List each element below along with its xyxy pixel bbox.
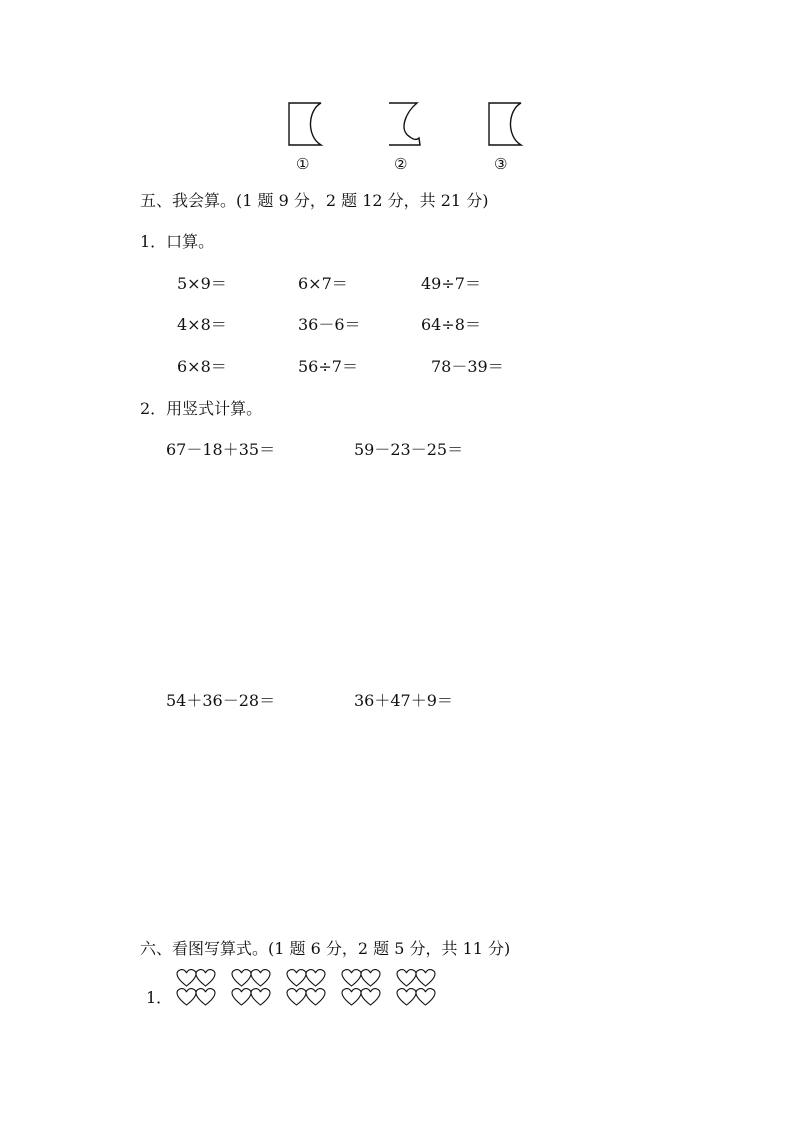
heart-group xyxy=(342,970,380,1005)
vertical-calc-item: 36＋47＋9＝ xyxy=(354,691,453,710)
heart-icon xyxy=(306,970,325,986)
figure-3 xyxy=(486,100,524,152)
heart-group xyxy=(232,970,270,1005)
question-1-label: 1．口算。 xyxy=(140,232,215,251)
vertical-calc-item: 54＋36－28＝ xyxy=(166,691,276,710)
heart-icon xyxy=(361,989,380,1005)
heart-group xyxy=(397,970,435,1005)
heart-icon xyxy=(416,989,435,1005)
oral-calc-item: 36－6＝ xyxy=(298,315,361,334)
heart-groups xyxy=(176,968,438,1012)
section-6-title: 六、看图写算式。(1 题 6 分，2 题 5 分，共 11 分) xyxy=(140,939,511,958)
question-2-label: 2．用竖式计算。 xyxy=(140,399,263,418)
oral-calc-item: 56÷7＝ xyxy=(298,357,358,376)
heart-icon xyxy=(342,970,361,986)
heart-icon xyxy=(196,970,215,986)
oral-calc-item: 6×8＝ xyxy=(177,357,227,376)
heart-icon xyxy=(196,989,215,1005)
figure-1-label: ① xyxy=(296,155,310,173)
heart-icon xyxy=(251,970,270,986)
heart-icon xyxy=(416,970,435,986)
oral-calc-item: 49÷7＝ xyxy=(421,274,481,293)
heart-icon xyxy=(177,989,196,1005)
heart-icon xyxy=(177,970,196,986)
figure-3-label: ③ xyxy=(494,155,508,173)
oral-calc-item: 64÷8＝ xyxy=(421,315,481,334)
heart-group xyxy=(177,970,215,1005)
heart-icon xyxy=(232,989,251,1005)
heart-icon xyxy=(287,970,306,986)
figure-2 xyxy=(386,100,426,152)
vertical-calc-item: 59－23－25＝ xyxy=(354,440,464,459)
question-1-label: 1． xyxy=(146,988,173,1007)
heart-group xyxy=(287,970,325,1005)
figure-2-label: ② xyxy=(394,155,408,173)
oral-calc-item: 6×7＝ xyxy=(298,274,348,293)
oral-calc-item: 5×9＝ xyxy=(177,274,227,293)
heart-icon xyxy=(251,989,270,1005)
heart-icon xyxy=(342,989,361,1005)
oral-calc-item: 4×8＝ xyxy=(177,315,227,334)
figure-1 xyxy=(286,100,324,152)
vertical-calc-item: 67－18＋35＝ xyxy=(166,440,276,459)
section-5-title: 五、我会算。(1 题 9 分，2 题 12 分，共 21 分) xyxy=(140,191,489,210)
heart-icon xyxy=(306,989,325,1005)
heart-icon xyxy=(287,989,306,1005)
heart-icon xyxy=(361,970,380,986)
heart-icon xyxy=(232,970,251,986)
heart-icon xyxy=(397,970,416,986)
heart-icon xyxy=(397,989,416,1005)
oral-calc-item: 78－39＝ xyxy=(431,357,504,376)
